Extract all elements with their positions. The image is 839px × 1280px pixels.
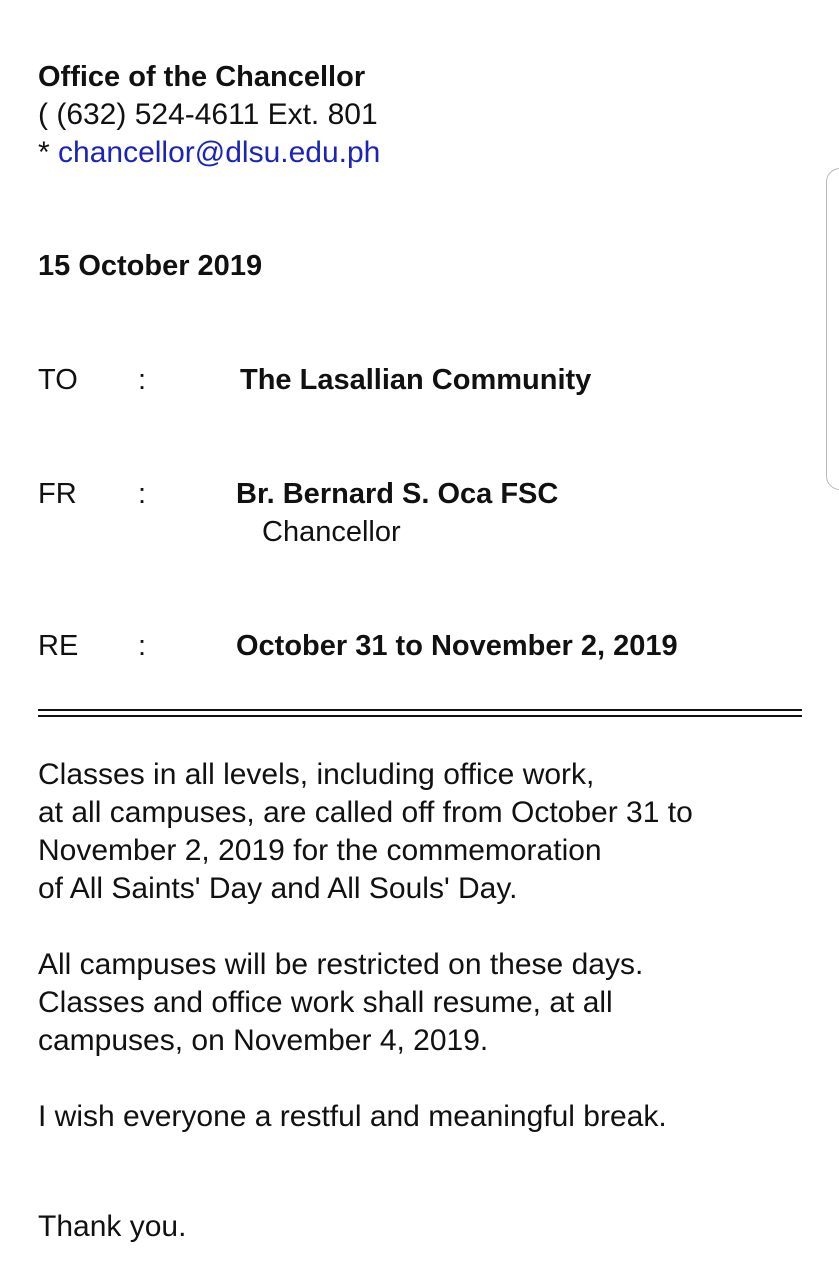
email-marker: * xyxy=(38,136,59,169)
fr-title: Chancellor xyxy=(262,516,401,548)
paragraph-line: at all campuses, are called off from October 31 to xyxy=(38,796,693,829)
memo-date: 15 October 2019 xyxy=(38,250,263,282)
email-link[interactable]: chancellor@dlsu.edu.ph xyxy=(58,136,381,169)
re-label: RE xyxy=(38,630,79,662)
fr-colon: : xyxy=(138,478,147,510)
paragraph-classes-called-off xyxy=(38,756,818,908)
paragraph-campus-restriction xyxy=(38,946,818,1060)
paragraph-line: campuses, on November 4, 2019. xyxy=(38,1024,489,1057)
email-line xyxy=(38,134,380,172)
office-name: Office of the Chancellor xyxy=(38,61,366,93)
paragraph-wishes xyxy=(38,1098,818,1136)
re-colon: : xyxy=(138,630,147,662)
edge-scroll-handle[interactable] xyxy=(826,168,839,490)
to-value: The Lasallian Community xyxy=(240,364,592,396)
phone-number: ( (632) 524-4611 Ext. 801 xyxy=(38,98,378,131)
memo-to-row xyxy=(38,364,798,404)
paragraph-line: of All Saints' Day and All Souls' Day. xyxy=(38,872,518,905)
memo-re-row xyxy=(38,630,798,670)
closing-thank-you xyxy=(38,1208,818,1246)
paragraph-line: I wish everyone a restful and meaningful break. xyxy=(38,1100,667,1133)
double-rule-divider xyxy=(38,709,802,717)
fr-label: FR xyxy=(38,478,77,510)
closing-line: Thank you. xyxy=(38,1210,187,1243)
paragraph-line: Classes in all levels, including office work, xyxy=(38,758,595,791)
fr-value: Br. Bernard S. Oca FSC xyxy=(236,478,559,510)
to-label: TO xyxy=(38,364,78,396)
memo-from-row xyxy=(38,478,798,548)
to-colon: : xyxy=(138,364,147,396)
paragraph-line: All campuses will be restricted on these days. xyxy=(38,948,644,981)
paragraph-line: November 2, 2019 for the commemoration xyxy=(38,834,602,867)
re-value: October 31 to November 2, 2019 xyxy=(236,630,678,662)
letterhead xyxy=(38,58,380,172)
paragraph-line: Classes and office work shall resume, at all xyxy=(38,986,613,1019)
